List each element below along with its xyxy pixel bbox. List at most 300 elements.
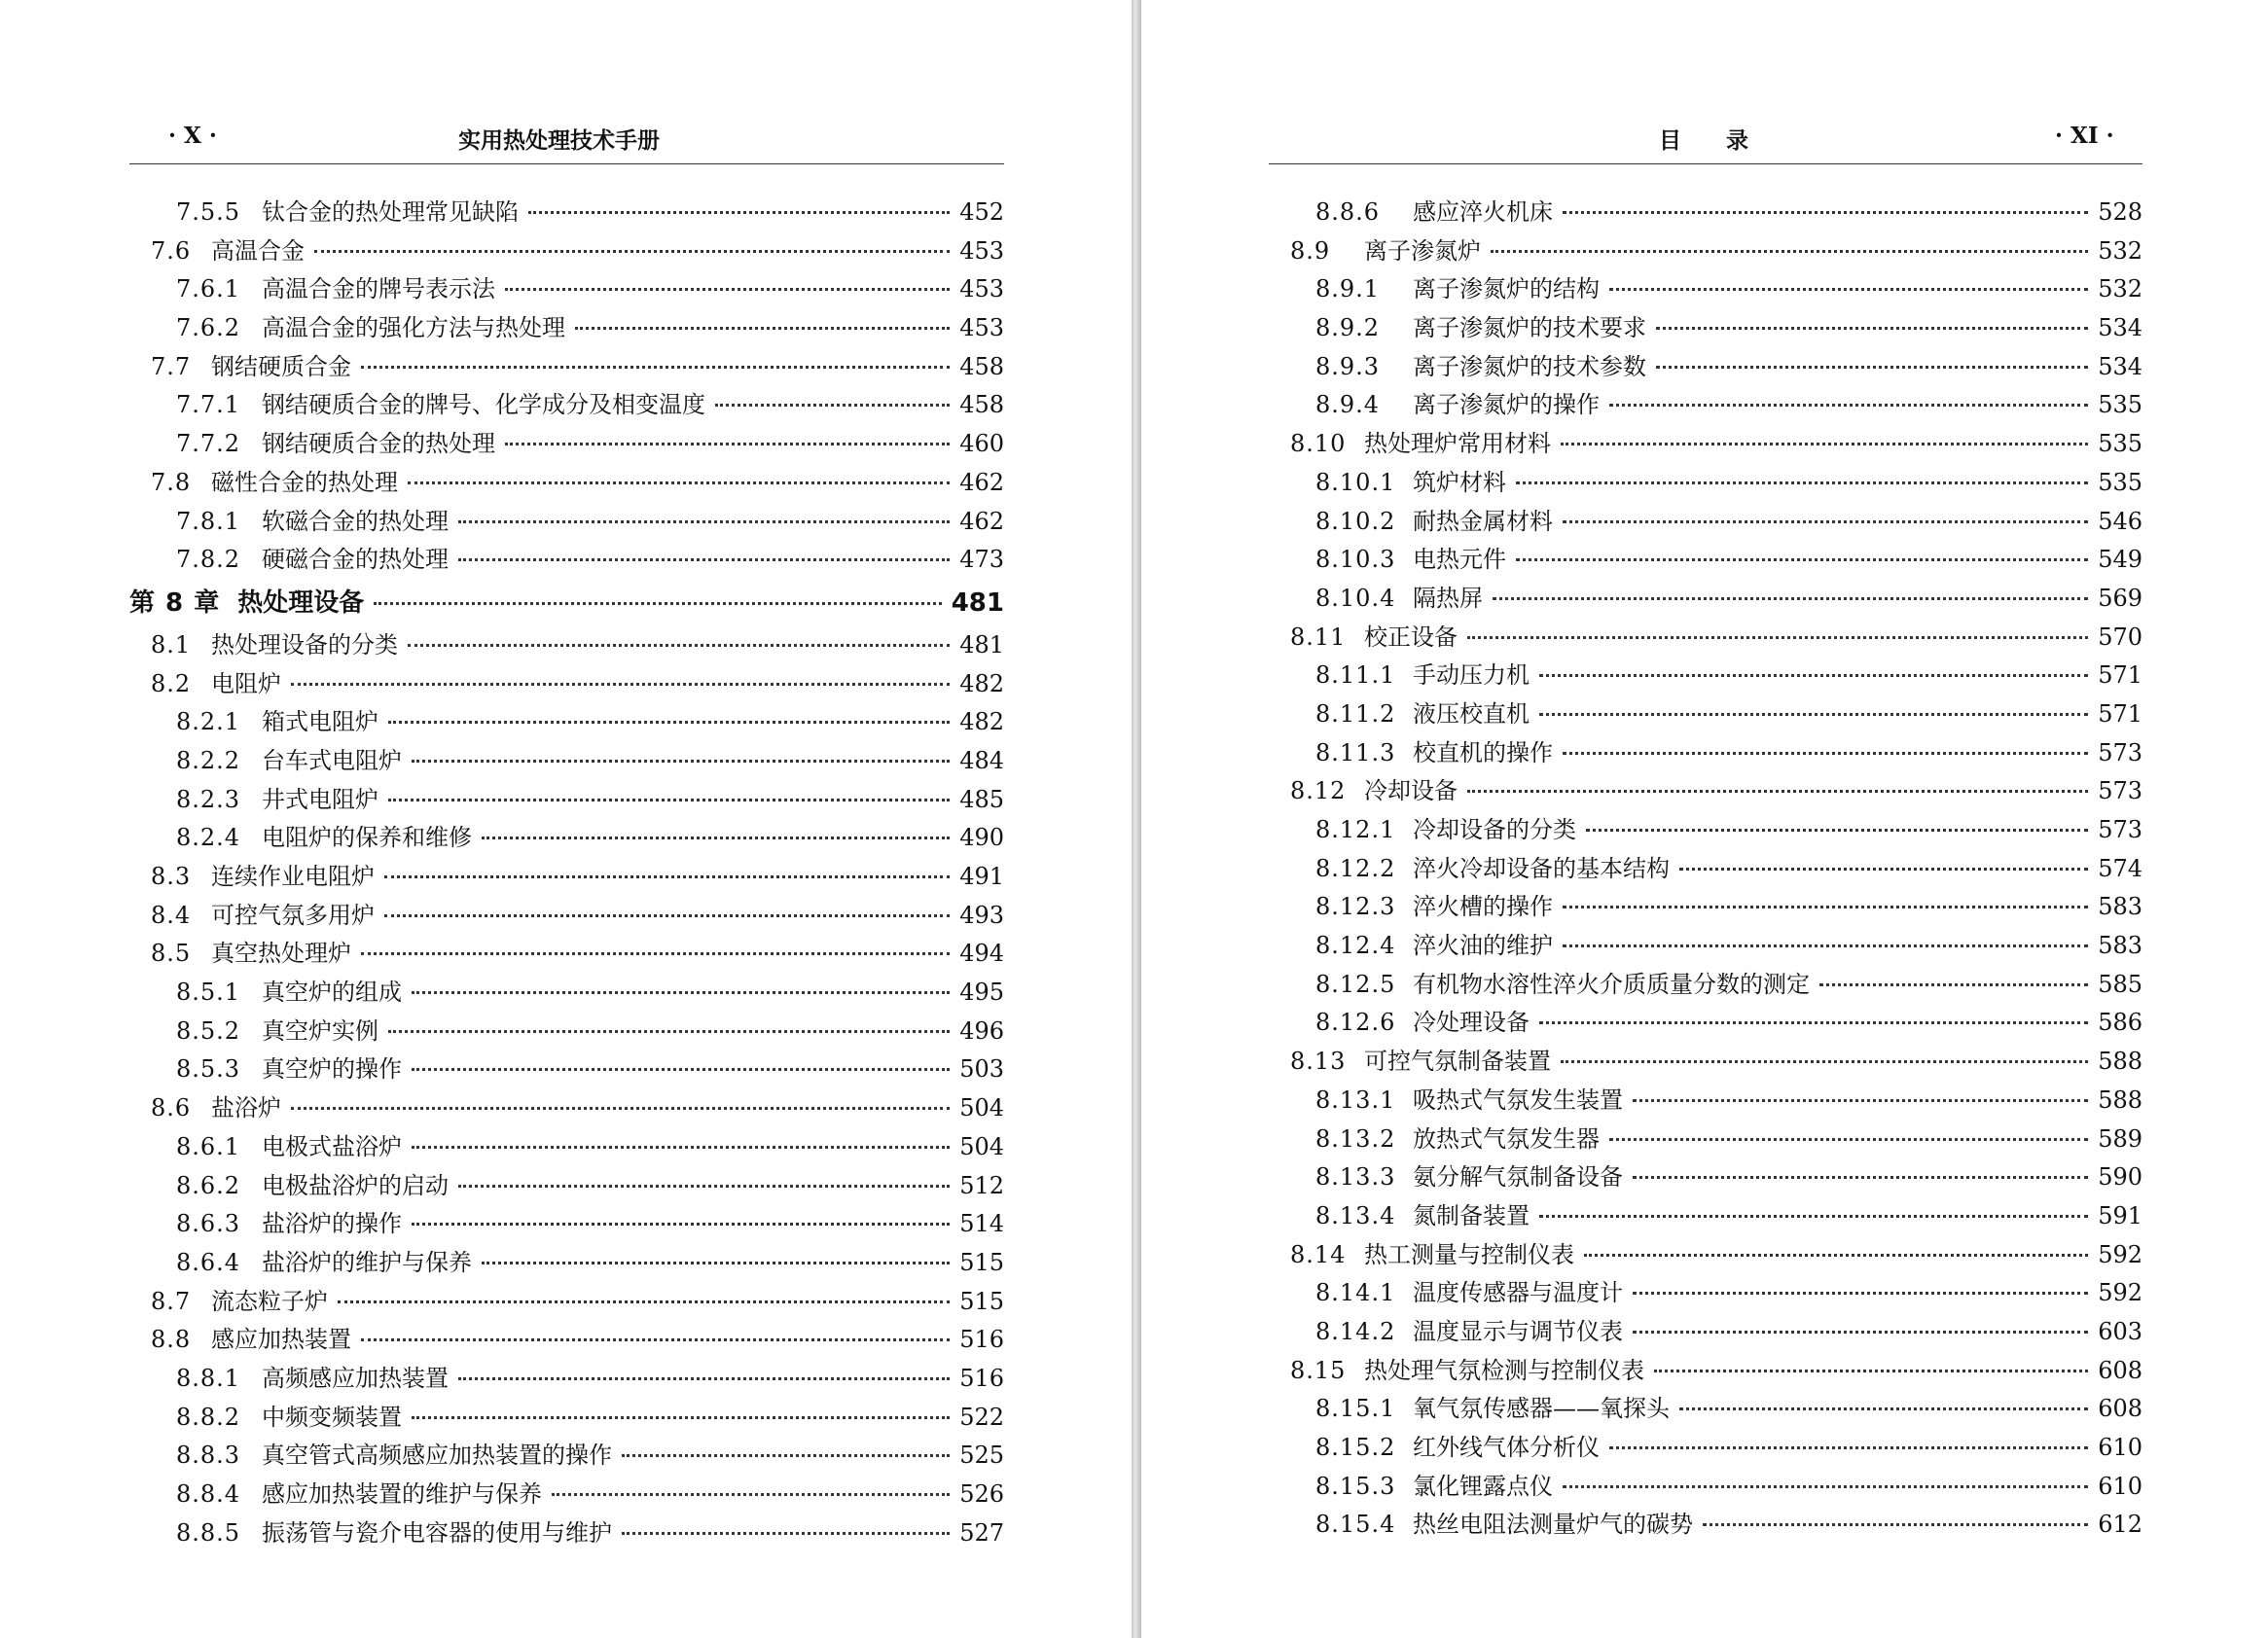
entry-number: 8.11.3: [1315, 738, 1396, 766]
entry-page-number: 503: [959, 1055, 1004, 1084]
dot-leader: [1467, 636, 2088, 639]
entry-title: 硬磁合金的热处理: [262, 546, 449, 574]
toc-entry: [1269, 887, 2142, 926]
entry-number: 8.8: [151, 1326, 192, 1354]
entry-page-number: 591: [2098, 1201, 2142, 1229]
entry-number: 8.13.3: [1315, 1163, 1396, 1192]
toc-entry: [1269, 1235, 2142, 1274]
entry-number: 8.12.4: [1315, 932, 1396, 960]
entry-page-number: 585: [2098, 970, 2142, 998]
right-page: [1141, 0, 2268, 1638]
dot-leader: [412, 1416, 950, 1419]
entry-title: 软磁合金的热处理: [262, 507, 449, 535]
toc-entry: [1269, 1312, 2142, 1351]
dot-leader: [622, 1454, 950, 1457]
dot-leader: [1563, 906, 2088, 908]
entry-page-number: 522: [959, 1403, 1004, 1431]
entry-page-number: 504: [959, 1132, 1004, 1160]
entry-page-number: 608: [2098, 1356, 2142, 1384]
dot-leader: [622, 1532, 950, 1535]
entry-page-number: 549: [2098, 546, 2142, 574]
entry-page-number: 526: [959, 1480, 1004, 1508]
toc-entry: [1269, 1351, 2142, 1390]
toc-entry: [1269, 694, 2142, 733]
toc-entry: [129, 818, 1004, 857]
dot-leader: [458, 1185, 950, 1188]
toc-entry: [1269, 193, 2142, 231]
toc-entry: [1269, 1003, 2142, 1042]
entry-title: 热处理炉常用材料: [1364, 430, 1551, 458]
dot-leader: [458, 558, 950, 561]
entry-page-number: 496: [959, 1016, 1004, 1045]
entry-number: 7.6: [151, 236, 192, 265]
dot-leader: [1539, 713, 2088, 716]
entry-page-number: 515: [959, 1287, 1004, 1315]
dot-leader: [1563, 520, 2088, 523]
entry-number: 8.6.2: [176, 1171, 241, 1199]
dot-leader: [374, 602, 942, 605]
entry-number: 8.3: [151, 863, 192, 890]
entry-title: 热处理设备: [237, 588, 365, 618]
toc-entry: [129, 896, 1004, 935]
toc-entry: [1269, 656, 2142, 694]
entry-title: 淬火冷却设备的基本结构: [1413, 854, 1670, 882]
entry-number: 8.14.1: [1315, 1279, 1396, 1307]
entry-page-number: 481: [959, 630, 1004, 659]
entry-title: 钢结硬质合金的牌号、化学成分及相变温度: [262, 391, 705, 419]
entry-number: 8.12.5: [1315, 970, 1396, 998]
dot-leader: [1654, 1370, 2088, 1372]
dot-leader: [408, 481, 950, 484]
toc-entry: [1269, 1428, 2142, 1467]
entry-title: 钢结硬质合金的热处理: [262, 430, 495, 458]
entry-page-number: 586: [2098, 1009, 2142, 1037]
toc-entry: [1269, 231, 2142, 270]
entry-page-number: 452: [959, 198, 1004, 226]
entry-title: 高温合金的强化方法与热处理: [262, 314, 565, 342]
dot-leader: [388, 721, 950, 724]
entry-number: 7.7: [151, 352, 192, 380]
entry-page-number: 534: [2098, 352, 2142, 380]
entry-number: 7.5.5: [176, 198, 241, 226]
entry-number: 8.9.1: [1315, 275, 1381, 303]
entry-number: 8.7: [151, 1287, 192, 1315]
entry-page-number: 573: [2098, 777, 2142, 805]
toc-chapter-entry: [129, 579, 1004, 625]
dot-leader: [1656, 366, 2088, 369]
toc-entry: [1269, 1120, 2142, 1158]
entry-number: 8.10.3: [1315, 546, 1396, 574]
entry-number: 8.8.5: [176, 1518, 241, 1547]
entry-page-number: 490: [959, 824, 1004, 852]
entry-title: 校正设备: [1364, 623, 1458, 651]
dot-leader: [552, 1493, 950, 1496]
entry-page-number: 603: [2098, 1317, 2142, 1345]
right-page-header: [1269, 119, 2142, 164]
dot-leader: [1516, 558, 2088, 561]
entry-title: 氯化锂露点仪: [1413, 1472, 1553, 1500]
entry-title: 温度传感器与温度计: [1413, 1279, 1623, 1307]
toc-entry: [1269, 965, 2142, 1004]
entry-page-number: 610: [2098, 1472, 2142, 1500]
entry-number: 8.11.1: [1315, 661, 1396, 690]
entry-title: 热处理气氛检测与控制仪表: [1364, 1356, 1644, 1384]
toc-entry: [129, 193, 1004, 231]
toc-entry: [1269, 1389, 2142, 1428]
dot-leader: [1609, 1138, 2088, 1141]
entry-page-number: 494: [959, 940, 1004, 968]
entry-page-number: 532: [2098, 275, 2142, 303]
toc-entry: [1269, 1081, 2142, 1120]
toc-entry: [129, 385, 1004, 424]
toc-entry: [129, 1475, 1004, 1513]
entry-page-number: 571: [2098, 661, 2142, 690]
entry-title: 离子渗氮炉的技术要求: [1413, 314, 1646, 342]
entry-title: 离子渗氮炉的技术参数: [1413, 352, 1646, 380]
entry-title: 耐热金属材料: [1413, 507, 1553, 535]
entry-title: 感应加热装置: [211, 1326, 351, 1354]
dot-leader: [384, 914, 950, 917]
entry-title: 热丝电阻法测量炉气的碳势: [1413, 1511, 1693, 1539]
entry-page-number: 535: [2098, 468, 2142, 496]
toc-entry: [1269, 849, 2142, 888]
dot-leader: [1561, 443, 2088, 445]
toc-entry: [1269, 269, 2142, 308]
entry-title: 离子渗氮炉的操作: [1413, 391, 1600, 419]
entry-title: 盐浴炉的维护与保养: [262, 1248, 472, 1276]
dot-leader: [384, 875, 950, 878]
entry-title: 红外线气体分析仪: [1413, 1434, 1600, 1461]
entry-title: 箱式电阻炉: [262, 708, 378, 736]
dot-leader: [528, 211, 950, 214]
dot-leader: [361, 1338, 950, 1341]
dot-leader: [715, 404, 950, 407]
entry-number: 7.8: [151, 468, 192, 496]
dot-leader: [458, 1377, 950, 1380]
toc-entry: [1269, 926, 2142, 965]
entry-title: 筑炉材料: [1413, 468, 1506, 496]
entry-title: 电阻炉的保养和维修: [262, 824, 472, 852]
entry-title: 吸热式气氛发生装置: [1413, 1086, 1623, 1114]
dot-leader: [1467, 790, 2088, 793]
entry-number: 8.5.3: [176, 1055, 241, 1084]
entry-page-number: 574: [2098, 854, 2142, 882]
entry-title: 离子渗氮炉的结构: [1413, 275, 1600, 303]
entry-page-number: 573: [2098, 816, 2142, 843]
entry-number: 8.6.1: [176, 1132, 241, 1160]
entry-page-number: 473: [959, 546, 1004, 574]
page-number-roman-right: · XI ·: [2055, 123, 2114, 149]
entry-title: 感应淬火机床: [1413, 198, 1553, 226]
toc-entry: [1269, 424, 2142, 463]
dot-leader: [482, 1262, 950, 1264]
entry-title: 高频感应加热装置: [262, 1364, 449, 1392]
entry-number: 8.11.2: [1315, 699, 1396, 728]
dot-leader: [1609, 288, 2088, 291]
entry-page-number: 458: [959, 391, 1004, 419]
entry-page-number: 583: [2098, 932, 2142, 960]
entry-number: 8.15.4: [1315, 1511, 1396, 1539]
entry-page-number: 514: [959, 1210, 1004, 1238]
dot-leader: [1563, 752, 2088, 755]
dot-leader: [505, 443, 950, 445]
toc-entry: [1269, 502, 2142, 541]
dot-leader: [314, 250, 950, 253]
entry-title: 放热式气氛发生器: [1413, 1124, 1600, 1153]
entry-title: 有机物水溶性淬火介质质量分数的测定: [1413, 970, 1810, 998]
dot-leader: [1539, 1215, 2088, 1218]
dot-leader: [1493, 597, 2088, 600]
dot-leader: [412, 1146, 950, 1149]
entry-title: 液压校直机: [1413, 699, 1530, 728]
entry-title: 氧气氛传感器——氧探头: [1413, 1395, 1670, 1423]
toc-entry: [129, 1166, 1004, 1205]
page-number-roman-left: · X ·: [168, 123, 217, 149]
book-title: 实用热处理技术手册: [458, 127, 660, 154]
entry-page-number: 482: [959, 669, 1004, 697]
toc-entry: [129, 1088, 1004, 1127]
entry-number: 8.2.3: [176, 785, 241, 813]
entry-page-number: 592: [2098, 1279, 2142, 1307]
dot-leader: [388, 1030, 950, 1033]
entry-title: 校直机的操作: [1413, 738, 1553, 766]
toc-entry: [1269, 1196, 2142, 1235]
toc-entry: [129, 540, 1004, 579]
dot-leader: [412, 1068, 950, 1071]
entry-number: 8.8.4: [176, 1480, 241, 1508]
entry-number: 8.6.3: [176, 1210, 241, 1238]
dot-leader: [1609, 404, 2088, 407]
entry-title: 真空热处理炉: [211, 940, 351, 968]
toc-entry: [129, 664, 1004, 703]
entry-number: 8.9.2: [1315, 314, 1381, 342]
toc-entry: [129, 269, 1004, 308]
toc-entry: [129, 1513, 1004, 1552]
toc-entry: [129, 1012, 1004, 1050]
toc-entry: [1269, 1273, 2142, 1312]
entry-title: 振荡管与瓷介电容器的使用与维护: [262, 1518, 612, 1547]
entry-title: 电阻炉: [211, 669, 281, 697]
entry-number: 8.8.2: [176, 1403, 241, 1431]
entry-number: 8.13.1: [1315, 1086, 1396, 1114]
toc-entry: [129, 625, 1004, 664]
entry-title: 淬火槽的操作: [1413, 893, 1553, 921]
entry-number: 8.13.2: [1315, 1124, 1396, 1153]
entry-title: 电热元件: [1413, 546, 1506, 574]
entry-number: 7.6.1: [176, 275, 241, 303]
entry-page-number: 462: [959, 468, 1004, 496]
entry-title: 隔热屏: [1413, 584, 1483, 612]
entry-page-number: 453: [959, 236, 1004, 265]
dot-leader: [1584, 1254, 2088, 1257]
toc-entry: [1269, 1505, 2142, 1544]
entry-number: 8.15: [1290, 1356, 1347, 1384]
dot-leader: [1819, 983, 2088, 986]
entry-page-number: 525: [959, 1442, 1004, 1470]
dot-leader: [412, 991, 950, 994]
entry-number: 7.8.2: [176, 546, 241, 574]
entry-title: 高温合金的牌号表示法: [262, 275, 495, 303]
entry-page-number: 481: [951, 588, 1004, 618]
toc-entry: [1269, 1467, 2142, 1506]
toc-entry: [1269, 771, 2142, 810]
entry-title: 真空炉的操作: [262, 1055, 402, 1084]
entry-number: 8.2.2: [176, 746, 241, 774]
toc-entry: [129, 1398, 1004, 1437]
entry-title: 电极盐浴炉的启动: [262, 1171, 449, 1199]
entry-page-number: 485: [959, 785, 1004, 813]
entry-page-number: 571: [2098, 699, 2142, 728]
toc-entry: [1269, 618, 2142, 657]
entry-page-number: 453: [959, 275, 1004, 303]
toc-left: [129, 193, 1004, 1551]
entry-title: 氮制备装置: [1413, 1201, 1530, 1229]
dot-leader: [361, 366, 950, 369]
toc-entry: [129, 1282, 1004, 1321]
dot-leader: [388, 799, 950, 801]
dot-leader: [1586, 829, 2088, 832]
dot-leader: [1491, 250, 2088, 253]
entry-title: 离子渗氮炉: [1364, 236, 1481, 265]
entry-title: 真空炉实例: [262, 1016, 378, 1045]
entry-page-number: 534: [2098, 314, 2142, 342]
toc-entry: [1269, 540, 2142, 579]
toc-entry: [129, 1436, 1004, 1475]
toc-entry: [129, 1243, 1004, 1282]
entry-page-number: 588: [2098, 1086, 2142, 1114]
entry-page-number: 504: [959, 1094, 1004, 1122]
entry-page-number: 515: [959, 1248, 1004, 1276]
entry-page-number: 590: [2098, 1163, 2142, 1192]
entry-number: 8.12.6: [1315, 1009, 1396, 1037]
toc-entry: [129, 702, 1004, 741]
entry-title: 盐浴炉的操作: [262, 1210, 402, 1238]
entry-page-number: 535: [2098, 430, 2142, 458]
entry-number: 8.13.4: [1315, 1201, 1396, 1229]
dot-leader: [1563, 1485, 2088, 1488]
dot-leader: [1516, 481, 2088, 484]
entry-number: 8.14.2: [1315, 1317, 1396, 1345]
entry-page-number: 453: [959, 314, 1004, 342]
toc-entry: [129, 857, 1004, 896]
dot-leader: [482, 837, 950, 839]
entry-page-number: 482: [959, 708, 1004, 736]
toc-entry: [1269, 308, 2142, 347]
toc-entry: [1269, 579, 2142, 618]
dot-leader: [361, 952, 950, 955]
entry-title: 冷却设备的分类: [1413, 816, 1576, 843]
entry-page-number: 462: [959, 507, 1004, 535]
entry-page-number: 583: [2098, 893, 2142, 921]
entry-number: 8.8.6: [1315, 198, 1381, 226]
entry-number: 8.2.4: [176, 824, 241, 852]
toc-entry: [1269, 463, 2142, 502]
dot-leader: [1539, 674, 2088, 677]
dot-leader: [291, 683, 950, 686]
entry-title: 盐浴炉: [211, 1094, 281, 1122]
entry-number: 8.12: [1290, 777, 1347, 805]
entry-title: 感应加热装置的维护与保养: [262, 1480, 542, 1508]
entry-number: 8.10.1: [1315, 468, 1396, 496]
entry-title: 中频变频装置: [262, 1403, 402, 1431]
toc-entry: [129, 1127, 1004, 1166]
toc-entry: [129, 1359, 1004, 1398]
entry-title: 氨分解气氛制备设备: [1413, 1163, 1623, 1192]
toc-entry: [129, 424, 1004, 463]
toc-entry: [1269, 385, 2142, 424]
entry-page-number: 528: [2098, 198, 2142, 226]
dot-leader: [1656, 327, 2088, 330]
entry-number: 8.2.1: [176, 708, 241, 736]
entry-title: 真空炉的组成: [262, 979, 402, 1007]
section-title: 目 录: [1659, 127, 1748, 154]
entry-number: 8.15.1: [1315, 1395, 1396, 1423]
entry-number: 7.7.2: [176, 430, 241, 458]
entry-number: 8.9.4: [1315, 391, 1381, 419]
entry-page-number: 535: [2098, 391, 2142, 419]
entry-number: 8.6.4: [176, 1248, 241, 1276]
entry-page-number: 458: [959, 352, 1004, 380]
dot-leader: [1633, 1331, 2088, 1334]
toc-entry: [129, 741, 1004, 780]
entry-title: 流态粒子炉: [211, 1287, 328, 1315]
entry-page-number: 491: [959, 863, 1004, 890]
dot-leader: [412, 1223, 950, 1226]
entry-number: 8.15.3: [1315, 1472, 1396, 1500]
entry-title: 手动压力机: [1413, 661, 1530, 690]
dot-leader: [458, 520, 950, 523]
entry-title: 台车式电阻炉: [262, 746, 402, 774]
dot-leader: [408, 644, 950, 647]
entry-page-number: 460: [959, 430, 1004, 458]
entry-number: 8.5.1: [176, 979, 241, 1007]
entry-number: 8.5.2: [176, 1016, 241, 1045]
dot-leader: [575, 327, 950, 330]
toc-entry: [1269, 810, 2142, 849]
entry-title: 电极式盐浴炉: [262, 1132, 402, 1160]
entry-number: 8.11: [1290, 623, 1347, 651]
entry-title: 磁性合金的热处理: [211, 468, 398, 496]
entry-page-number: 608: [2098, 1395, 2142, 1423]
toc-entry: [129, 780, 1004, 819]
left-page-header: [129, 119, 1004, 164]
toc-entry: [1269, 1157, 2142, 1196]
entry-page-number: 610: [2098, 1434, 2142, 1461]
toc-entry: [129, 1320, 1004, 1359]
entry-title: 温度显示与调节仪表: [1413, 1317, 1623, 1345]
entry-page-number: 569: [2098, 584, 2142, 612]
entry-number: 8.9.3: [1315, 352, 1381, 380]
entry-number: 8.1: [151, 630, 192, 659]
dot-leader: [1679, 1407, 2088, 1410]
entry-title: 热处理设备的分类: [211, 630, 398, 659]
toc-entry: [129, 1050, 1004, 1088]
entry-number: 第 8 章: [129, 588, 221, 618]
toc-entry: [129, 502, 1004, 541]
toc-right: [1269, 193, 2142, 1544]
dot-leader: [1633, 1099, 2088, 1102]
dot-leader: [1633, 1176, 2088, 1179]
dot-leader: [291, 1107, 950, 1110]
toc-entry: [129, 463, 1004, 502]
dot-leader: [1703, 1523, 2088, 1526]
entry-page-number: 516: [959, 1364, 1004, 1392]
left-page: [0, 0, 1132, 1638]
book-gutter: [1132, 0, 1141, 1638]
entry-number: 7.8.1: [176, 507, 241, 535]
entry-page-number: 512: [959, 1171, 1004, 1199]
toc-entry: [1269, 733, 2142, 772]
